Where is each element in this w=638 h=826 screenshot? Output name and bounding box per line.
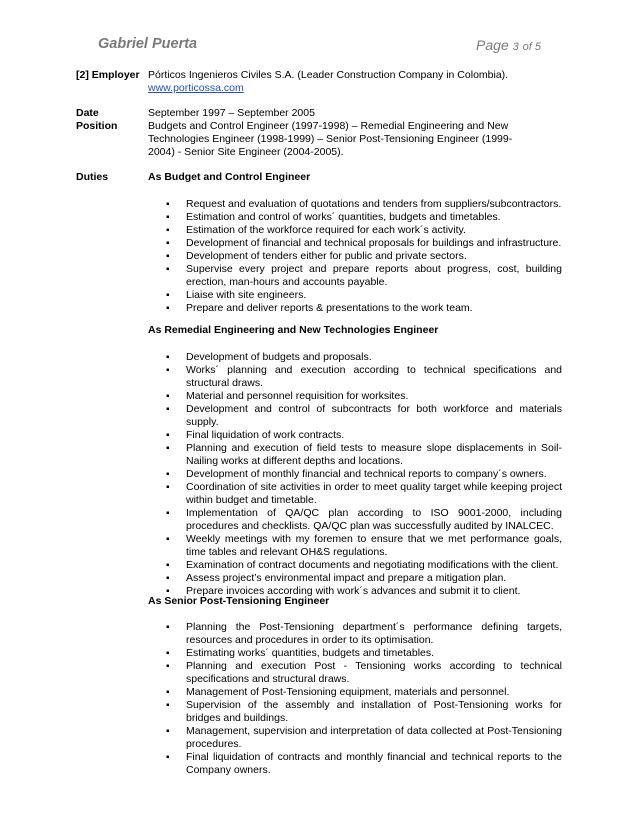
duty-item: ▪ Works´ planning and execution according to technical specifications and structural draws.: [148, 364, 562, 390]
duty-item: ▪ Material and personnel requisition for worksites.: [148, 390, 562, 403]
duties-list-post-tensioning: [148, 621, 562, 777]
header-author-name: Gabriel Puerta: [98, 36, 198, 52]
duty-item: ▪ Supervision of the assembly and installation of Post-Tensioning works for bridges and buildings.: [148, 699, 562, 725]
duties-list-remedial-engineering: [148, 351, 562, 598]
duty-item: ▪ Planning and execution of field tests to measure slope displacements in Soil-Nailing works at different depths and locations.: [148, 442, 562, 468]
duties-label: Duties: [76, 171, 109, 183]
section-title-budget-control: As Budget and Control Engineer: [148, 171, 311, 183]
page-total: of 5: [522, 41, 541, 53]
duty-item: ▪ Development and control of subcontracts for both workforce and materials supply.: [148, 403, 562, 429]
position-value: Budgets and Control Engineer (1997-1998) – Remedial Engineering and New Technologies Engineer (1998-1999) – Senior Post-Tensioning Engineer (1999-2004) - Senior Site Engineer (2004-2005).: [148, 120, 513, 158]
duty-item: ▪ Coordination of site activities in order to meet quality target while keeping project within budget and timetable.: [148, 481, 562, 507]
duty-item: ▪ Management of Post-Tensioning equipment, materials and personnel.: [148, 686, 562, 699]
duty-item: ▪ Estimation and control of works´ quantities, budgets and timetables.: [148, 211, 562, 224]
duty-item: ▪ Final liquidation of work contracts.: [148, 429, 562, 442]
duty-item: ▪ Estimation of the workforce required for each work´s activity.: [148, 224, 562, 237]
duty-item: ▪ Development of monthly financial and technical reports to company´s owners.: [148, 468, 562, 481]
duty-item: ▪ Implementation of QA/QC plan according to ISO 9001-2000, including procedures and checklists. QA/QC plan was successfully audited by INALCEC.: [148, 507, 562, 533]
employer-website-link[interactable]: www.porticossa.com: [148, 82, 244, 94]
duty-item: ▪ Weekly meetings with my foremen to ensure that we met performance goals, time tables and relevant OH&S regulations.: [148, 533, 562, 559]
duty-item: ▪ Estimating works´ quantities, budgets and timetables.: [148, 647, 562, 660]
duty-item: ▪ Planning and execution Post - Tensioning works according to technical specifications and structural draws.: [148, 660, 562, 686]
duty-item: ▪ Development of budgets and proposals.: [148, 351, 562, 364]
duty-item: ▪ Management, supervision and interpretation of data collected at Post-Tensioning procedures.: [148, 725, 562, 751]
position-label: Position: [76, 120, 118, 132]
duty-item: ▪ Prepare invoices according with work´s advances and submit it to client.: [148, 585, 562, 598]
date-label: Date: [76, 107, 99, 119]
page-current: 3: [512, 41, 519, 53]
duty-item: ▪ Liaise with site engineers.: [148, 289, 562, 302]
date-value: September 1997 – September 2005: [148, 107, 315, 119]
duty-item: ▪ Development of financial and technical proposals for buildings and infrastructure.: [148, 237, 562, 250]
employer-value: [148, 69, 568, 95]
duty-item: ▪ Assess project’s environmental impact and prepare a mitigation plan.: [148, 572, 562, 585]
duty-item: ▪ Request and evaluation of quotations and tenders from suppliers/subcontractors.: [148, 198, 562, 211]
section-title-post-tensioning: As Senior Post-Tensioning Engineer: [148, 595, 330, 607]
duty-item: ▪ Examination of contract documents and negotiating modifications with the client.: [148, 559, 562, 572]
duty-item: ▪ Final liquidation of contracts and monthly financial and technical reports to the Company owners.: [148, 751, 562, 777]
duty-item: ▪ Planning the Post-Tensioning department´s performance defining targets, resources and procedures in order to its optimisation.: [148, 621, 562, 647]
page-word: Page: [476, 37, 509, 53]
duty-item: ▪ Prepare and deliver reports & presentations to the work team.: [148, 302, 562, 315]
duties-list-budget-control: [148, 198, 562, 315]
employer-name: Pórticos Ingenieros Civiles S.A. (Leader Construction Company in Colombia).: [148, 69, 509, 81]
duty-item: ▪ Development of tenders either for public and private sectors.: [148, 250, 562, 263]
page-number: [476, 37, 541, 53]
duty-item: ▪ Supervise every project and prepare reports about progress, cost, building erection, man-hours and accounts payable.: [148, 263, 562, 289]
section-title-remedial-engineering: As Remedial Engineering and New Technologies Engineer: [148, 324, 439, 336]
employer-label: [2] Employer: [76, 69, 140, 81]
